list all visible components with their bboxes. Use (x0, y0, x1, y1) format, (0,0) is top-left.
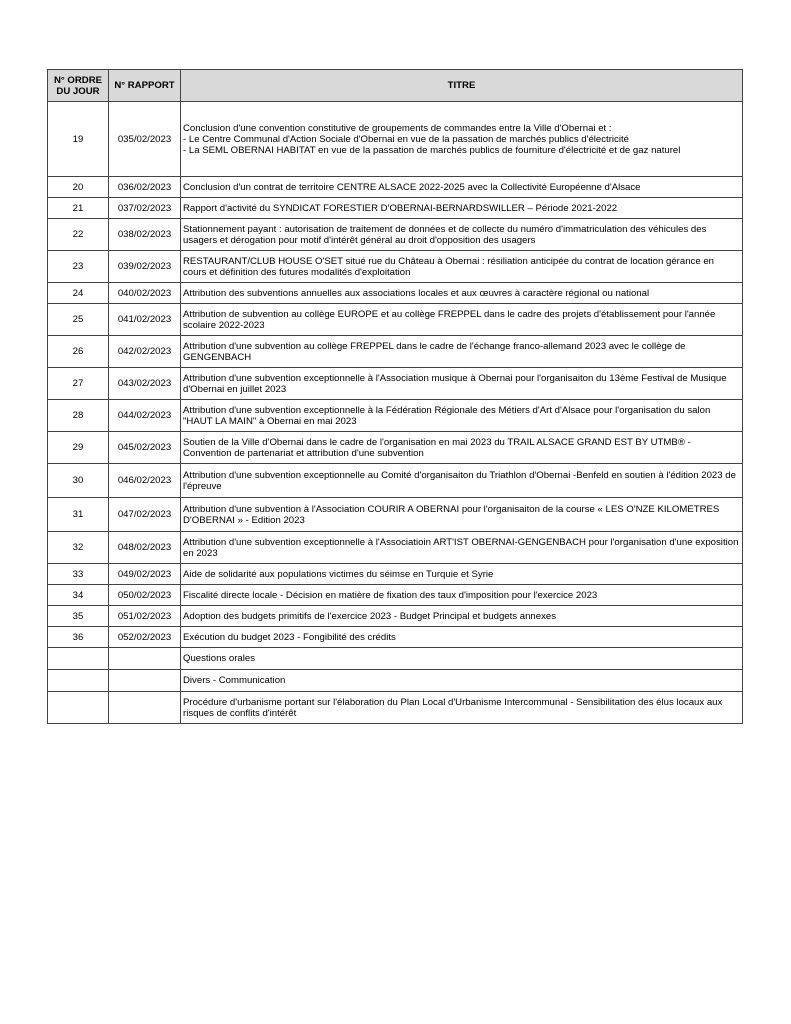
agenda-title: Attribution d'une subvention exceptionnelle à l'Association musique à Obernai pour l'organisaiton du 13ème Festival de Musique d'Obernai en juillet 2023 (181, 368, 743, 400)
table-row (48, 219, 743, 251)
table-row (48, 464, 743, 498)
report-number: 051/02/2023 (109, 606, 181, 627)
report-number: 048/02/2023 (109, 532, 181, 564)
report-number: 049/02/2023 (109, 564, 181, 585)
agenda-title: Exécution du budget 2023 - Fongibilité des crédits (181, 627, 743, 648)
agenda-number: 21 (48, 198, 109, 219)
agenda-title: Attribution de subvention au collège EUROPE et au collège FREPPEL dans le cadre des projets d'établissement pour l'année scolaire 2022-2023 (181, 304, 743, 336)
agenda-number (48, 692, 109, 724)
agenda-number: 27 (48, 368, 109, 400)
agenda-number: 32 (48, 532, 109, 564)
report-number: 043/02/2023 (109, 368, 181, 400)
agenda-number (48, 648, 109, 670)
report-number (109, 670, 181, 692)
report-number: 038/02/2023 (109, 219, 181, 251)
agenda-number: 24 (48, 283, 109, 304)
agenda-table (47, 69, 743, 724)
report-number: 046/02/2023 (109, 464, 181, 498)
table-row (48, 532, 743, 564)
report-number: 044/02/2023 (109, 400, 181, 432)
agenda-number: 19 (48, 102, 109, 177)
table-row (48, 177, 743, 198)
table-row (48, 606, 743, 627)
agenda-number: 29 (48, 432, 109, 464)
report-number: 045/02/2023 (109, 432, 181, 464)
header-titre: TITRE (181, 70, 743, 102)
table-row (48, 648, 743, 670)
agenda-title: Procédure d'urbanisme portant sur l'élaboration du Plan Local d'Urbanisme Intercommunal - Sensibilitation des élus locaux aux risques de conflits d'intérêt (181, 692, 743, 724)
header-ordre-du-jour: N° ORDRE DU JOUR (48, 70, 109, 102)
agenda-body (48, 102, 743, 724)
agenda-number: 33 (48, 564, 109, 585)
agenda-number: 26 (48, 336, 109, 368)
report-number (109, 648, 181, 670)
agenda-title: Conclusion d'une convention constitutive de groupements de commandes entre la Ville d'Obernai et : - Le Centre Communal d'Action Sociale d'Obernai en vue de la passation de marchés publics d'électricité - La SEML OBERNAI HABITAT en vue de la passation de marchés publics de fourniture d'électricité et de gaz naturel (181, 102, 743, 177)
report-number (109, 692, 181, 724)
agenda-title: RESTAURANT/CLUB HOUSE O'SET situé rue du Château à Obernai : résiliation anticipée du contrat de location gérance en cours et définition des futures modalités d'exploitation (181, 251, 743, 283)
report-number: 041/02/2023 (109, 304, 181, 336)
table-row (48, 283, 743, 304)
agenda-title: Conclusion d'un contrat de territoire CENTRE ALSACE 2022-2025 avec la Collectivité Européenne d'Alsace (181, 177, 743, 198)
agenda-title: Rapport d'activité du SYNDICAT FORESTIER D'OBERNAI-BERNARDSWILLER – Période 2021-2022 (181, 198, 743, 219)
agenda-title: Aide de solidarité aux populations victimes du séimse en Turquie et Syrie (181, 564, 743, 585)
agenda-number (48, 670, 109, 692)
agenda-number: 34 (48, 585, 109, 606)
report-number: 040/02/2023 (109, 283, 181, 304)
agenda-title: Soutien de la Ville d'Obernai dans le cadre de l'organisation en mai 2023 du TRAIL ALSACE GRAND EST BY UTMB® - Convention de partenariat et attribution d'une subvention (181, 432, 743, 464)
table-row (48, 670, 743, 692)
agenda-number: 28 (48, 400, 109, 432)
agenda-number: 23 (48, 251, 109, 283)
report-number: 039/02/2023 (109, 251, 181, 283)
table-row (48, 498, 743, 532)
table-row (48, 627, 743, 648)
report-number: 047/02/2023 (109, 498, 181, 532)
table-row (48, 102, 743, 177)
agenda-title: Attribution d'une subvention exceptionnelle à l'Associatioin ART'IST OBERNAI-GENGENBACH pour l'organisation d'une exposition en 2023 (181, 532, 743, 564)
agenda-number: 20 (48, 177, 109, 198)
report-number: 052/02/2023 (109, 627, 181, 648)
agenda-number: 22 (48, 219, 109, 251)
agenda-sheet (47, 69, 742, 724)
agenda-number: 36 (48, 627, 109, 648)
agenda-title: Stationnement payant : autorisation de traitement de données et de collecte du numéro d'immatriculation des véhicules des usagers et dérogation pour motif d'intérêt général au droit d'opposition des usagers (181, 219, 743, 251)
table-row (48, 198, 743, 219)
table-row (48, 432, 743, 464)
agenda-title: Questions orales (181, 648, 743, 670)
report-number: 035/02/2023 (109, 102, 181, 177)
agenda-number: 25 (48, 304, 109, 336)
report-number: 036/02/2023 (109, 177, 181, 198)
report-number: 050/02/2023 (109, 585, 181, 606)
agenda-title: Divers - Communication (181, 670, 743, 692)
header-rapport: N° RAPPORT (109, 70, 181, 102)
agenda-title: Fiscalité directe locale - Décision en matière de fixation des taux d'imposition pour l'exercice 2023 (181, 585, 743, 606)
agenda-number: 31 (48, 498, 109, 532)
agenda-number: 35 (48, 606, 109, 627)
table-row (48, 400, 743, 432)
report-number: 037/02/2023 (109, 198, 181, 219)
table-row (48, 251, 743, 283)
table-row (48, 368, 743, 400)
table-row (48, 336, 743, 368)
table-header-row (48, 70, 743, 102)
table-row (48, 564, 743, 585)
table-row (48, 304, 743, 336)
agenda-title: Adoption des budgets primitifs de l'exercice 2023 - Budget Principal et budgets annexes (181, 606, 743, 627)
agenda-title: Attribution des subventions annuelles aux associations locales et aux œuvres à caractère régional ou national (181, 283, 743, 304)
table-row (48, 585, 743, 606)
report-number: 042/02/2023 (109, 336, 181, 368)
table-row (48, 692, 743, 724)
agenda-title: Attribution d'une subvention exceptionnelle au Comité d'organisaiton du Triathlon d'Obernai -Benfeld en soutien à l'édition 2023 de l'épreuve (181, 464, 743, 498)
agenda-title: Attribution d'une subvention au collège FREPPEL dans le cadre de l'échange franco-allemand 2023 avec le collège de GENGENBACH (181, 336, 743, 368)
agenda-number: 30 (48, 464, 109, 498)
agenda-title: Attribution d'une subvention exceptionnelle à la Fédération Régionale des Métiers d'Art d'Alsace pour l'organisation du salon "HAUT LA MAIN" à Obernai en mai 2023 (181, 400, 743, 432)
agenda-title: Attribution d'une subvention à l'Association COURIR A OBERNAI pour l'organisaiton de la course « LES O'NZE KILOMETRES D'OBERNAI » - Edition 2023 (181, 498, 743, 532)
